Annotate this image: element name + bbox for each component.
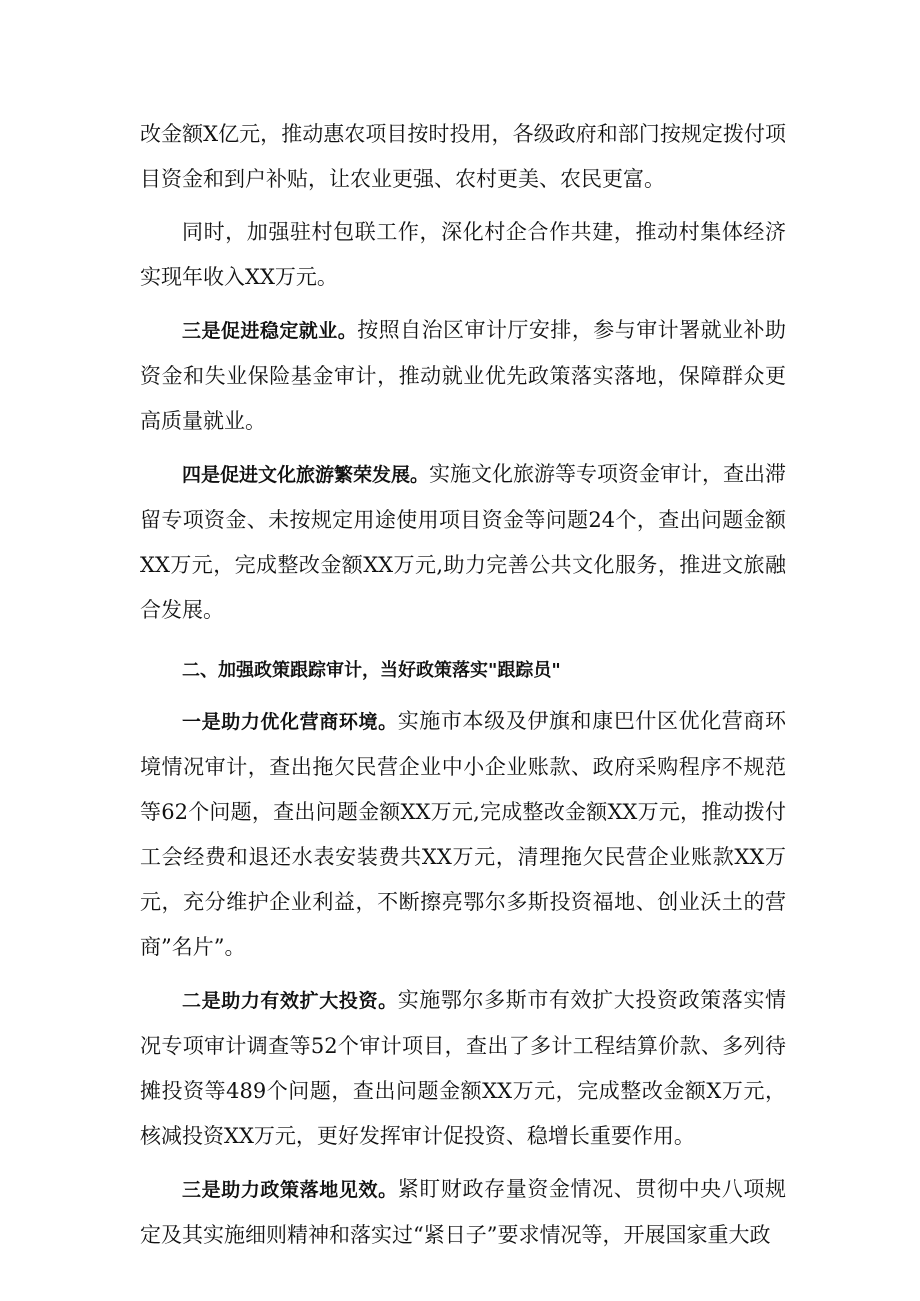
paragraph-lead: 三是助力政策落地见效。 [182,1179,398,1201]
paragraph-text: 实施市本级及伊旗和康巴什区优化营商环境情况审计，查出拖欠民营企业中小企业账款、政府采购程序不规范等62个问题，查出问题金额XX万元,完成整改金额XX万元，推动拨付工会经费和退还水表安装费共XX万元，清理拖欠民营企业账款XX万元，充分维护企业利益，不断擦亮鄂尔多斯投资福地、创业沃土的营商”名片”。 [140,709,786,959]
paragraph-text: 按照自治区审计厅安排，参与审计署就业补助资金和失业保险基金审计，推动就业优先政策落实落地，保障群众更高质量就业。 [140,318,786,433]
paragraph-lead: 二是助力有效扩大投资。 [182,990,398,1012]
paragraph-culture-tourism [140,452,786,633]
paragraph-lead: 四是促进文化旅游繁荣发展。 [182,464,430,486]
paragraph-employment [140,308,786,444]
paragraph-investment [140,978,786,1159]
paragraph-text: 改金额X亿元，推动惠农项目按时投用，各级政府和部门按规定拨付项目资金和到户补贴，让农业更强、农村更美、农民更富。 [140,122,786,191]
paragraph-lead: 一是助力优化营商环境。 [182,711,398,733]
section-heading-text: 二、加强政策跟踪审计，当好政策落实"跟踪员" [182,660,561,681]
paragraph-lead: 三是促进稳定就业。 [182,320,358,342]
section-heading [140,647,786,693]
paragraph-business-environment [140,699,786,970]
paragraph-text: 同时，加强驻村包联工作，深化村企合作共建，推动村集体经济实现年收入XX万元。 [140,220,786,289]
paragraph-policy-implementation [140,1167,786,1258]
document-body [140,112,786,1266]
paragraph-text: 紧盯财政存量资金情况、贯彻中央八项规定及其实施细则精神和落实过“紧日子”要求情况等，开展国家重大政 [140,1177,786,1247]
paragraph-text: 实施文化旅游等专项资金审计，查出滞留专项资金、未按规定用途使用项目资金等问题24个，查出问题金额XX万元，完成整改金额XX万元,助力完善公共文化服务，推进文旅融合发展。 [140,462,787,622]
paragraph-text: 实施鄂尔多斯市有效扩大投资政策落实情况专项审计调查等52个审计项目，查出了多计工程结算价款、多列待摊投资等489个问题，查出问题金额XX万元，完成整改金额X万元，核减投资XX万元，更好发挥审计促投资、稳增长重要作用。 [140,988,786,1148]
paragraph-continued [140,112,786,202]
paragraph-village-economy [140,210,786,300]
